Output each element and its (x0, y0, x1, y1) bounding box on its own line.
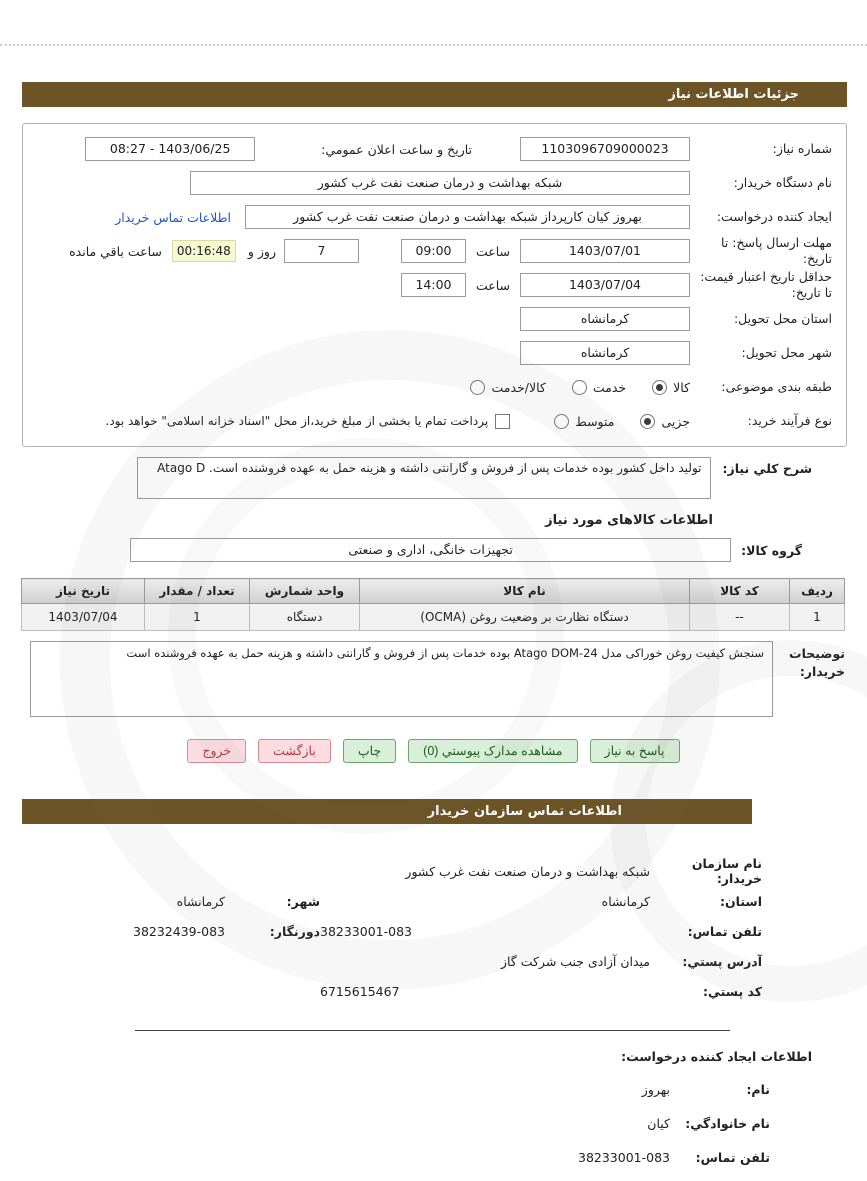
province-value: کرمانشاه (601, 893, 650, 909)
row-purchase-process (37, 404, 832, 438)
buyer-contact-block (0, 856, 867, 1006)
delivery-province-input[interactable]: کرمانشاه (520, 307, 690, 331)
category-option-goods-service-label: کالا/خدمت (491, 379, 546, 395)
category-option-service[interactable] (572, 380, 626, 395)
phone-value: 38233001-083 (320, 923, 412, 939)
row-delivery-province (37, 302, 832, 336)
first-name-value: بهروز (641, 1081, 670, 1097)
process-option-medium-label: متوسط (575, 413, 615, 429)
postal-address-value: میدان آزادی جنب شرکت گاز (500, 953, 650, 969)
delivery-province-label: استان محل تحویل: (733, 310, 832, 326)
buyer-note-textarea[interactable]: سنجش کیفیت روغن خوراکی مدل Atago DOM-24 بوده خدمات پس از فروش و گارانتی داشته و هزینه حمل به عهده فروشنده است (30, 641, 773, 717)
col-row-number: ردیف (790, 579, 845, 604)
announce-datetime-label: تاریخ و ساعت اعلان عمومي: (321, 141, 472, 157)
first-name-label: نام: (746, 1081, 770, 1097)
need-number-input[interactable]: 1103096709000023 (520, 137, 690, 161)
creator-info-block (0, 1074, 867, 1172)
section-header-need-details: جزئیات اطلاعات نیاز (22, 82, 847, 107)
deadline-time-input[interactable]: 09:00 (401, 239, 466, 263)
section-divider (135, 1030, 730, 1031)
row-goods-group (0, 538, 867, 562)
view-attachments-button[interactable]: مشاهده مدارک پیوستي (0) (408, 739, 577, 763)
col-item-name: نام کالا (360, 579, 690, 604)
row-postal-code (0, 976, 867, 1006)
back-button[interactable]: بازگشت (258, 739, 331, 763)
buyer-org-label: نام دستگاه خریدار: (733, 174, 832, 190)
cell-item-name: دستگاه نظارت بر وضعیت روغن (OCMA) (360, 604, 690, 631)
cell-row-number: 1 (790, 604, 845, 631)
row-subject-category (37, 370, 832, 404)
postal-address-label: آدرس پستي: (682, 953, 762, 969)
need-description-label: شرح کلي نیاز: (722, 461, 812, 476)
creator-phone-value: 38233001-083 (578, 1149, 670, 1165)
buyer-note-label: توضیحات خریدار: (789, 646, 845, 680)
col-quantity: تعداد / مقدار (145, 579, 250, 604)
goods-group-label: گروه کالا: (741, 542, 802, 558)
delivery-city-input[interactable]: کرمانشاه (520, 341, 690, 365)
buyer-contact-link[interactable]: اطلاعات تماس خریدار (115, 209, 231, 225)
row-org-name (0, 856, 867, 886)
hours-remaining-label: ساعت باقي مانده (69, 243, 162, 259)
announce-datetime-input[interactable]: 08:27 - 1403/06/25 (85, 137, 255, 161)
row-province-city (0, 886, 867, 916)
fax-value: 38232439-083 (133, 923, 225, 939)
row-buyer-org (37, 166, 832, 200)
request-creator-input[interactable]: بهروز کیان کارپرداز شبکه بهداشت و درمان صنعت نفت غرب کشور (245, 205, 690, 229)
col-item-code: کد کالا (690, 579, 790, 604)
checkbox-icon[interactable] (495, 414, 510, 429)
org-name-value: شبکه بهداشت و درمان صنعت نفت غرب کشور (405, 863, 650, 879)
exit-button[interactable]: خروج (187, 739, 246, 763)
row-need-description (137, 457, 812, 499)
category-option-goods[interactable] (652, 380, 690, 395)
goods-info-heading: اطلاعات کالاهای مورد نیاز (545, 513, 713, 528)
validity-hour-label: ساعت (475, 277, 510, 293)
goods-group-input[interactable]: تجهیزات خانگی، اداری و صنعتی (130, 538, 731, 562)
row-price-validity (37, 268, 832, 302)
province-label: استان: (719, 893, 762, 909)
goods-table-row (22, 604, 845, 631)
remaining-days-input[interactable]: 7 (284, 239, 359, 263)
creator-info-heading: اطلاعات ایجاد کننده درخواست: (621, 1049, 812, 1064)
buyer-org-input[interactable]: شبکه بهداشت و درمان صنعت نفت غرب کشور (190, 171, 690, 195)
category-option-goods-label: کالا (673, 379, 690, 395)
cell-item-code: -- (690, 604, 790, 631)
radio-icon[interactable] (470, 380, 485, 395)
category-option-service-label: خدمت (592, 379, 627, 395)
radio-selected-icon[interactable] (640, 414, 655, 429)
last-name-value: کیان (647, 1115, 670, 1131)
category-option-goods-service[interactable] (470, 380, 545, 395)
request-creator-label: ایجاد کننده درخواست: (716, 208, 832, 224)
subject-category-label: طبقه بندی موضوعی: (721, 378, 832, 394)
validity-time-input[interactable]: 14:00 (401, 273, 466, 297)
purchase-process-label: نوع فرآیند خرید: (747, 412, 832, 428)
countdown-timer: 00:16:48 (172, 240, 236, 262)
print-button[interactable]: چاپ (343, 739, 396, 763)
row-postal-address (0, 946, 867, 976)
row-first-name (0, 1074, 867, 1104)
price-validity-label: حداقل تاریخ اعتبار قیمت: تا تاریخ: (700, 268, 832, 300)
row-response-deadline (37, 234, 832, 268)
delivery-city-label: شهر محل تحویل: (741, 344, 832, 360)
col-need-date: تاریخ نیاز (22, 579, 145, 604)
validity-date-input[interactable]: 1403/07/04 (520, 273, 690, 297)
postal-code-value: 6715615467 (320, 983, 400, 999)
need-details-panel (22, 123, 847, 447)
process-option-medium[interactable] (554, 414, 614, 429)
creator-phone-label: تلفن تماس: (695, 1149, 770, 1165)
row-phone-fax (0, 916, 867, 946)
row-delivery-city (37, 336, 832, 370)
treasury-payment-label: پرداخت تمام یا بخشی از مبلغ خرید،از محل "اسناد خزانه اسلامی" خواهد بود. (105, 414, 489, 428)
cell-need-date: 1403/07/04 (22, 604, 145, 631)
postal-code-label: کد پستي: (702, 983, 762, 999)
days-and-label: روز و (247, 243, 276, 259)
top-dotted-divider (0, 44, 867, 46)
phone-label: تلفن تماس: (687, 923, 762, 939)
deadline-date-input[interactable]: 1403/07/01 (520, 239, 690, 263)
radio-icon[interactable] (554, 414, 569, 429)
city-label: شهر: (286, 893, 320, 909)
need-description-textarea[interactable]: تولید داخل کشور بوده خدمات پس از فروش و گارانتی داشته و هزینه حمل به عهده فروشنده است. Atago D (137, 457, 711, 499)
response-deadline-label: مهلت ارسال پاسخ: تا تاریخ: (721, 234, 832, 266)
cell-unit: دستگاه (250, 604, 360, 631)
row-buyer-note (30, 641, 845, 717)
cell-quantity: 1 (145, 604, 250, 631)
section-header-buyer-contact: اطلاعات تماس سازمان خریدار (22, 799, 752, 824)
row-request-creator (37, 200, 832, 234)
deadline-hour-label: ساعت (475, 243, 510, 259)
radio-selected-icon[interactable] (652, 380, 667, 395)
goods-table-header-row (22, 579, 845, 604)
respond-to-need-button[interactable]: پاسخ به نیاز (590, 739, 680, 763)
city-value: کرمانشاه (176, 893, 225, 909)
action-buttons (0, 739, 867, 763)
row-need-number (37, 132, 832, 166)
fax-label: دورنگار: (269, 923, 320, 939)
row-creator-phone (0, 1142, 867, 1172)
last-name-label: نام خانوادگي: (685, 1115, 770, 1131)
need-number-label: شماره نیاز: (772, 140, 832, 156)
treasury-payment-option[interactable] (106, 414, 511, 429)
col-unit: واحد شمارش (250, 579, 360, 604)
org-name-label: نام سازمان خریدار: (691, 856, 762, 886)
process-option-minor-label: جزیی (661, 413, 690, 429)
radio-icon[interactable] (572, 380, 587, 395)
process-option-minor[interactable] (640, 414, 690, 429)
row-last-name (0, 1108, 867, 1138)
goods-table (21, 578, 845, 631)
